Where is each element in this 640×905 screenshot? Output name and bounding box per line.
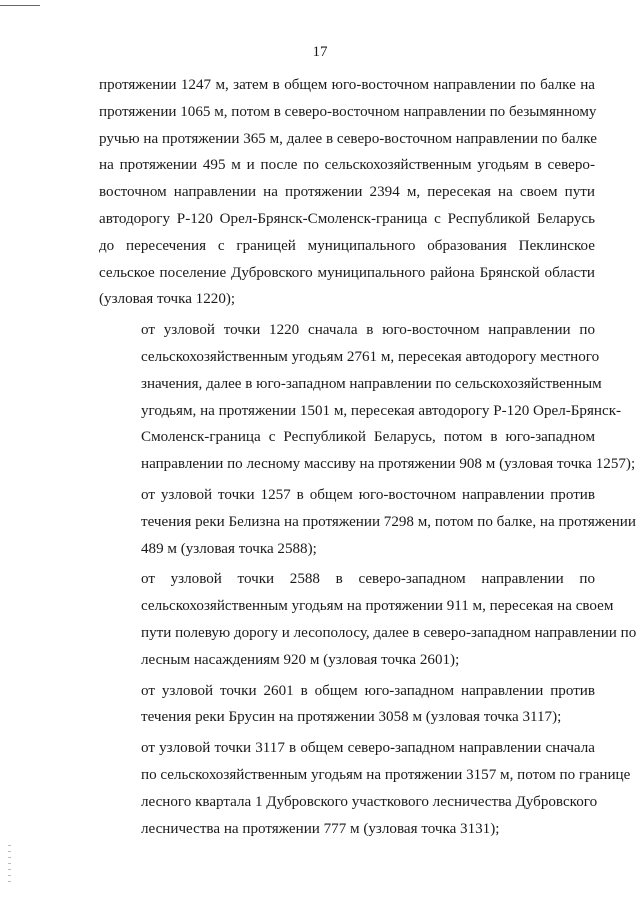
text-line: значения, далее в юго-западном направлении по сельскохозяйственным <box>141 375 602 392</box>
text-line: на протяжении 495 м и после по сельскохозяйственным угодьям в северо- <box>99 157 595 174</box>
scan-margin-dots <box>8 845 11 885</box>
text-line: протяжении 1247 м, затем в общем юго-восточном направлении по балке на <box>99 77 595 93</box>
text-line: угодьям, на протяжении 1501 м, пересекая автодорогу Р-120 Орел-Брянск- <box>141 402 622 419</box>
paragraph <box>99 72 595 313</box>
text-line: (узловая точка 1220); <box>99 291 236 308</box>
text-line: от узловой точки 1257 в общем юго-восточном направлении против <box>141 486 595 503</box>
text-line: от узловой точки 2601 в общем юго-западном направлении против <box>141 682 595 699</box>
text-line: от узловой точки 2588 в северо-западном направлении по <box>141 571 595 588</box>
text-line: Смоленск-граница с Республикой Беларусь, потом в юго-западном <box>141 429 595 446</box>
text-line: лесного квартала 1 Дубровского участкового лесничества Дубровского <box>141 793 598 810</box>
text-line: направлении по лесному массиву на протяжении 908 м (узловая точка 1257); <box>141 456 636 473</box>
text-line: 489 м (узловая точка 2588); <box>141 540 317 557</box>
paragraph <box>99 678 595 732</box>
text-line: автодорогу Р-120 Орел-Брянск-Смоленск-граница с Республикой Беларусь <box>99 210 595 227</box>
page-number: 17 <box>312 44 328 60</box>
text-line: сельское поселение Дубровского муниципального района Брянской области <box>99 264 595 281</box>
text-line: до пересечения с границей муниципального образования Пеклинское <box>99 237 595 254</box>
text-line: по сельскохозяйственным угодьям на протяжении 3157 м, потом по границе <box>141 766 631 783</box>
text-line: лесным насаждениям 920 м (узловая точка 2601); <box>141 651 460 668</box>
paragraph <box>99 482 636 562</box>
text-line: от узловой точки 1220 сначала в юго-восточном направлении по <box>141 322 595 339</box>
text-line: от узловой точки 3117 в общем северо-западном направлении сначала <box>141 740 595 757</box>
document-body <box>99 72 637 846</box>
text-line: пути полевую дорогу и лесополосу, далее в северо-западном направлении по <box>141 624 637 641</box>
paragraph <box>99 566 637 673</box>
text-line: течения реки Белизна на протяжении 7298 м, потом по балке, на протяжении <box>141 513 636 530</box>
text-line: сельскохозяйственным угодьям 2761 м, пересекая автодорогу местного <box>141 348 600 365</box>
text-line: протяжении 1065 м, потом в северо-восточном направлении по безымянному <box>99 103 597 120</box>
scan-corner-mark <box>0 0 40 6</box>
text-line: ручью на протяжении 365 м, далее в северо-восточном направлении по балке <box>99 130 597 147</box>
paragraph <box>99 317 636 478</box>
text-line: сельскохозяйственным угодьям на протяжении 911 м, пересекая на своем <box>141 598 614 615</box>
text-line: течения реки Брусин на протяжении 3058 м (узловая точка 3117); <box>141 709 562 726</box>
paragraph <box>99 735 631 842</box>
text-line: восточном направлении на протяжении 2394 м, пересекая на своем пути <box>99 184 595 201</box>
text-line: лесничества на протяжении 777 м (узловая точка 3131); <box>141 820 500 837</box>
